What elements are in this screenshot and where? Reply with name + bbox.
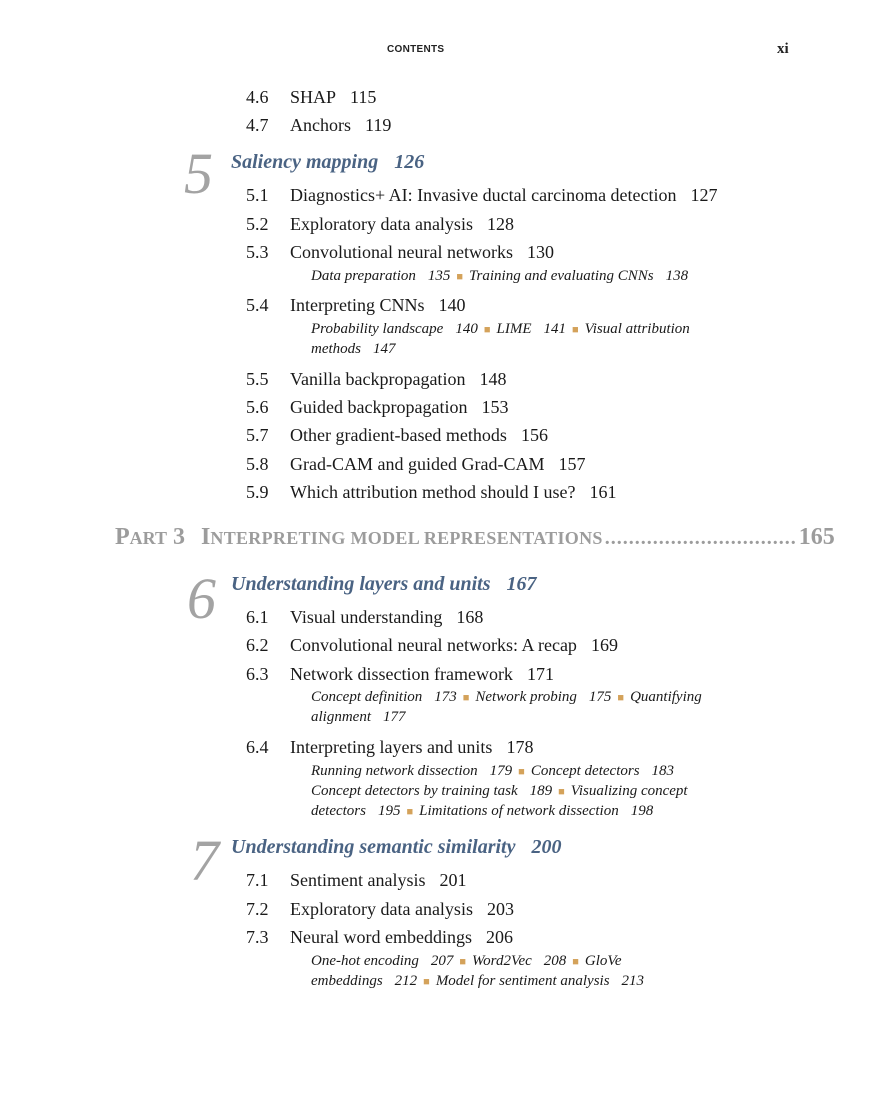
section-number: 5.8 [246,454,269,474]
toc-entry[interactable] [246,926,513,948]
toc-entry[interactable] [246,184,718,206]
dot-leader: ................................ [604,527,797,549]
section-title: Anchors [290,115,351,135]
subsection-page: 189 [529,783,553,799]
bullet-separator-icon: ■ [572,324,579,336]
section-page: 127 [690,185,718,205]
section-title: SHAP [290,87,337,107]
section-page: 169 [590,635,618,655]
bullet-separator-icon: ■ [558,786,565,798]
section-page: 128 [486,214,514,234]
subsection-page: 138 [665,268,689,284]
section-page: 168 [456,607,484,627]
subsection-title[interactable]: Training and evaluating CNNs [469,268,654,284]
section-number: 5.1 [246,185,269,205]
section-page: 157 [558,454,586,474]
subsection-page: 177 [383,709,406,725]
subsection-title[interactable]: Model for sentiment analysis [435,973,610,989]
section-number: 6.3 [246,664,269,684]
section-number: 5.5 [246,369,269,389]
subsection-page: 147 [373,341,396,357]
toc-entry[interactable] [246,634,618,656]
section-number: 7.1 [246,870,269,890]
subsection-title[interactable]: Concept definition [311,689,423,705]
bullet-separator-icon: ■ [459,956,467,968]
subsection-page: 173 [434,689,457,705]
section-title: Convolutional neural networks: A recap [290,635,577,655]
section-title: Diagnostics+ AI: Invasive ductal carcinoma detection [290,185,677,205]
toc-entry[interactable] [246,368,506,390]
subsection-page: 207 [430,953,454,969]
subsection-line [311,781,688,802]
chapter-title-text: Understanding semantic similarity [231,836,516,858]
section-page: 153 [481,397,509,417]
section-title: Sentiment analysis [290,870,426,890]
part-title: INTERPRETING MODEL REPRESENTATIONS [201,524,603,550]
subsection-line [311,339,396,359]
bullet-separator-icon: ■ [423,976,430,988]
subsection-title[interactable]: LIME [496,321,532,337]
subsection-page: 208 [543,953,567,969]
subsection-line [311,319,690,340]
toc-entry[interactable] [246,424,548,446]
section-page: 130 [526,242,554,262]
section-number: 5.9 [246,482,269,502]
subsection-line [311,801,653,822]
subsection-title[interactable]: Limitations of network dissection [419,803,619,819]
section-page: 178 [506,737,534,757]
running-header: CONTENTS [387,44,445,55]
subsection-page: 175 [588,689,612,705]
chapter-title[interactable] [231,572,537,596]
toc-entry[interactable] [246,736,533,758]
subsection-title[interactable]: Probability landscape [311,321,444,337]
toc-entry[interactable] [246,663,554,685]
chapter-title[interactable] [231,150,424,174]
section-title: Convolutional neural networks [290,242,513,262]
subsection-title[interactable]: Network probing [475,689,577,705]
section-number: 5.6 [246,397,269,417]
chapter-number: 6 [187,566,216,631]
subsection-title[interactable]: Concept detectors by training task [311,783,518,799]
section-title: Interpreting layers and units [290,737,493,757]
section-title: Which attribution method should I use? [290,482,576,502]
subsection-line [311,951,622,972]
subsection-title-cont[interactable]: alignment [311,709,371,725]
chapter-title-text: Saliency mapping [231,151,379,173]
chapter-page: 200 [531,836,562,858]
section-number: 5.4 [246,295,269,315]
toc-entry[interactable] [246,294,465,316]
toc-entry[interactable] [246,396,508,418]
toc-entry[interactable] [246,241,554,263]
subsection-title[interactable]: Visualizing concept [570,783,688,799]
section-title: Guided backpropagation [290,397,468,417]
subsection-title[interactable]: Running network dissection [311,763,478,779]
subsection-page: 141 [543,321,566,337]
chapter-page: 167 [506,573,537,595]
subsection-title[interactable]: Data preparation [311,268,416,284]
bullet-separator-icon: ■ [483,324,491,336]
subsection-title-cont[interactable]: methods [311,341,361,357]
section-number: 5.7 [246,425,269,445]
toc-entry[interactable] [246,606,483,628]
section-title: Interpreting CNNs [290,295,425,315]
subsection-page: 212 [394,973,418,989]
part-page: 165 [798,524,835,550]
bullet-separator-icon: ■ [462,692,470,704]
section-number: 6.1 [246,607,269,627]
chapter-title[interactable] [231,835,561,859]
section-number: 7.2 [246,899,269,919]
subsection-title-cont[interactable]: embeddings [311,973,383,989]
chapter-page: 126 [394,151,425,173]
chapter-title-text: Understanding layers and units [231,573,491,595]
section-number: 4.7 [246,115,269,135]
section-number: 6.2 [246,635,269,655]
subsection-title[interactable]: GloVe [584,953,622,969]
section-page: 171 [526,664,554,684]
subsection-title[interactable]: Word2Vec [472,953,532,969]
toc-entry[interactable] [246,213,514,235]
subsection-line [311,971,644,992]
section-page: 203 [486,899,514,919]
subsection-line [311,687,702,708]
section-page: 148 [479,369,507,389]
subsection-title[interactable]: Concept detectors [530,763,640,779]
subsection-page: 140 [455,321,478,337]
section-title: Exploratory data analysis [290,899,473,919]
section-title: Vanilla backpropagation [290,369,466,389]
toc-entry[interactable] [246,869,466,891]
subsection-page: 213 [621,973,645,989]
section-page: 115 [350,87,377,107]
page-number: xi [777,41,789,57]
section-page: 201 [439,870,467,890]
section-page: 156 [520,425,548,445]
subsection-title[interactable]: One-hot encoding [311,953,419,969]
section-page: 119 [365,115,392,135]
subsection-page: 135 [427,268,451,284]
section-title: Network dissection framework [290,664,513,684]
section-number: 4.6 [246,87,269,107]
section-title: Other gradient-based methods [290,425,507,445]
part-label: PART 3 [115,524,186,550]
subsection-line [311,761,674,782]
bullet-separator-icon: ■ [617,692,625,704]
part-heading[interactable] [115,524,835,551]
section-title: Visual understanding [290,607,443,627]
subsection-page: 195 [377,803,401,819]
section-title: Grad-CAM and guided Grad-CAM [290,454,545,474]
section-title: Exploratory data analysis [290,214,473,234]
subsection-page: 183 [651,763,675,779]
section-number: 5.2 [246,214,269,234]
section-number: 7.3 [246,927,269,947]
toc-entry[interactable] [246,114,391,136]
subsection-title-cont[interactable]: detectors [311,803,366,819]
section-page: 161 [589,482,617,502]
bullet-separator-icon: ■ [518,766,525,778]
subsection-page: 198 [630,803,654,819]
toc-entry[interactable] [246,898,514,920]
toc-entry[interactable] [246,86,376,108]
toc-entry[interactable] [246,453,585,475]
subsection-title[interactable]: Visual attribution [584,321,690,337]
subsection-line [311,707,406,727]
subsection-line [311,266,688,287]
chapter-number: 5 [184,141,213,206]
bullet-separator-icon: ■ [572,956,579,968]
section-title: Neural word embeddings [290,927,472,947]
section-number: 6.4 [246,737,269,757]
section-page: 140 [438,295,466,315]
section-number: 5.3 [246,242,269,262]
bullet-separator-icon: ■ [456,271,464,283]
chapter-number: 7 [190,828,219,893]
bullet-separator-icon: ■ [406,806,414,818]
toc-entry[interactable] [246,481,616,503]
subsection-title[interactable]: Quantifying [630,689,702,705]
subsection-page: 179 [489,763,513,779]
section-page: 206 [485,927,513,947]
